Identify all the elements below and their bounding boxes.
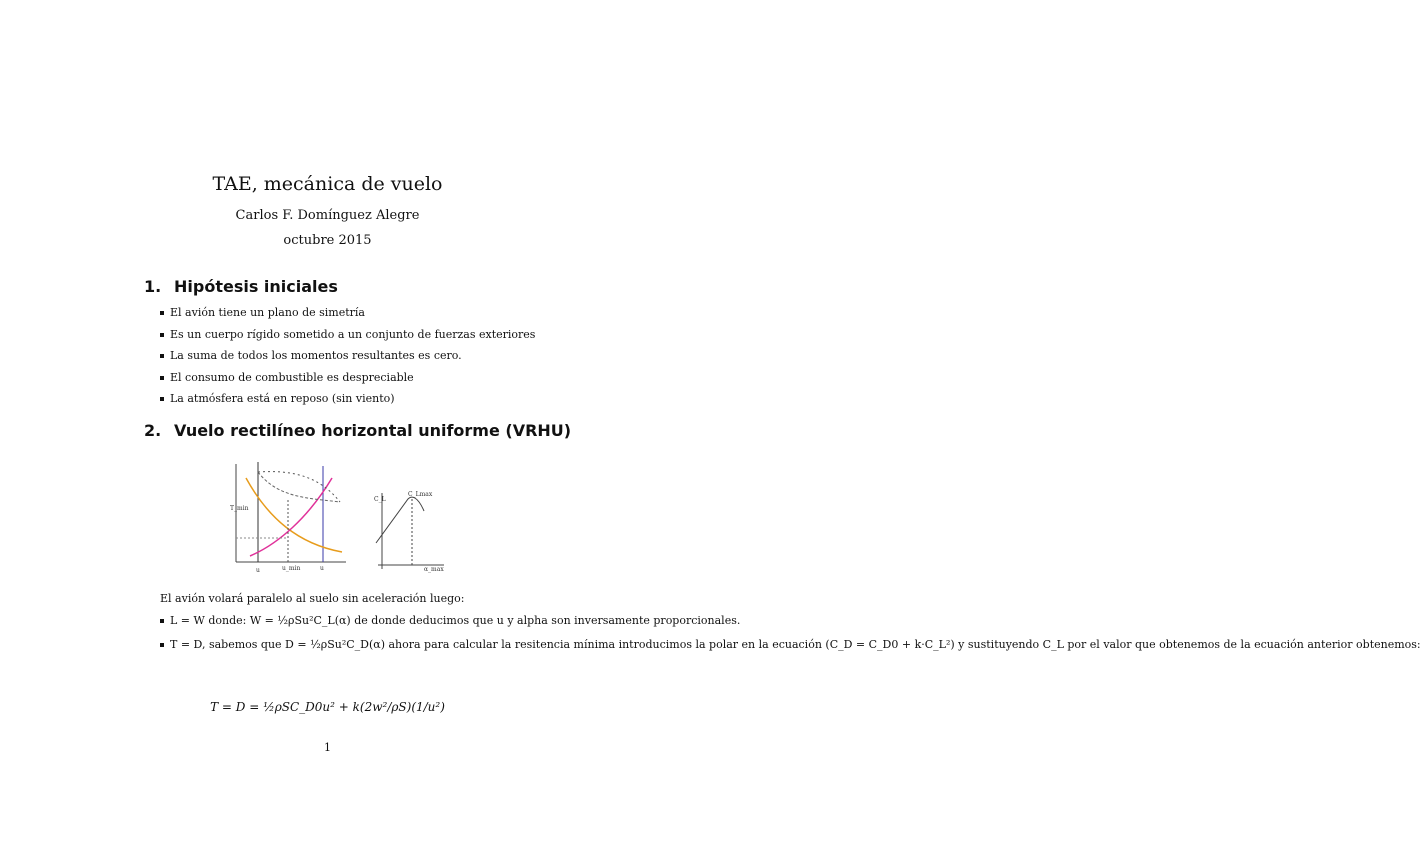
list-item: T = D, sabemos que D = ½ρSu²C_D(α) ahora para calcular la resitencia mínima introducimos la polar en la ecuación (C_D = C_D0 + k·C_L²) y sustituyendo C_L por el valor que obtenemos de la ecuación anterior obtenemos: xyxy=(160,638,520,652)
list-item: El avión tiene un plano de simetría xyxy=(160,306,520,328)
tmin-label: T_min xyxy=(230,505,249,512)
section-2-title: Vuelo rectilíneo horizontal uniforme (VRHU) xyxy=(174,421,572,440)
list-item: Es un cuerpo rígido sometido a un conjunto de fuerzas exteriores xyxy=(160,328,520,350)
document-title: TAE, mecánica de vuelo xyxy=(212,173,443,195)
clmax-label: C_Lmax xyxy=(408,491,433,498)
lift-coefficient-sketch xyxy=(372,487,448,573)
conditions-list xyxy=(160,614,1421,662)
u-label-2: u xyxy=(320,565,324,572)
alpha-max-label: α_max xyxy=(424,566,444,573)
list-item: La suma de todos los momentos resultantes es cero. xyxy=(160,349,520,371)
page-number: 1 xyxy=(324,741,331,754)
list-item: La atmósfera está en reposo (sin viento) xyxy=(160,392,520,414)
drag-formula: T = D = ½ρSC_D0u² + k(2w²/ρS)(1/u²) xyxy=(210,700,445,714)
section-2-number: 2. xyxy=(144,421,162,440)
section-2-heading xyxy=(144,421,571,440)
section-1-number: 1. xyxy=(144,277,162,296)
section-1-heading xyxy=(144,277,338,296)
cl-label: C_L xyxy=(374,496,386,503)
section-1-title: Hipótesis iniciales xyxy=(174,277,338,296)
section-2-intro: El avión volará paralelo al suelo sin aceleración luego: xyxy=(160,592,465,605)
u-label: u xyxy=(256,567,260,574)
umin-label: u_min xyxy=(282,565,301,572)
thrust-drag-sketch xyxy=(228,458,350,576)
hypotheses-list xyxy=(160,306,536,414)
document-author: Carlos F. Domínguez Alegre xyxy=(235,208,420,223)
document-date: octubre 2015 xyxy=(283,233,372,248)
list-item: El consumo de combustible es despreciable xyxy=(160,371,520,393)
list-item: L = W donde: W = ½ρSu²C_L(α) de donde deducimos que u y alpha son inversamente proporcionales. xyxy=(160,614,520,628)
